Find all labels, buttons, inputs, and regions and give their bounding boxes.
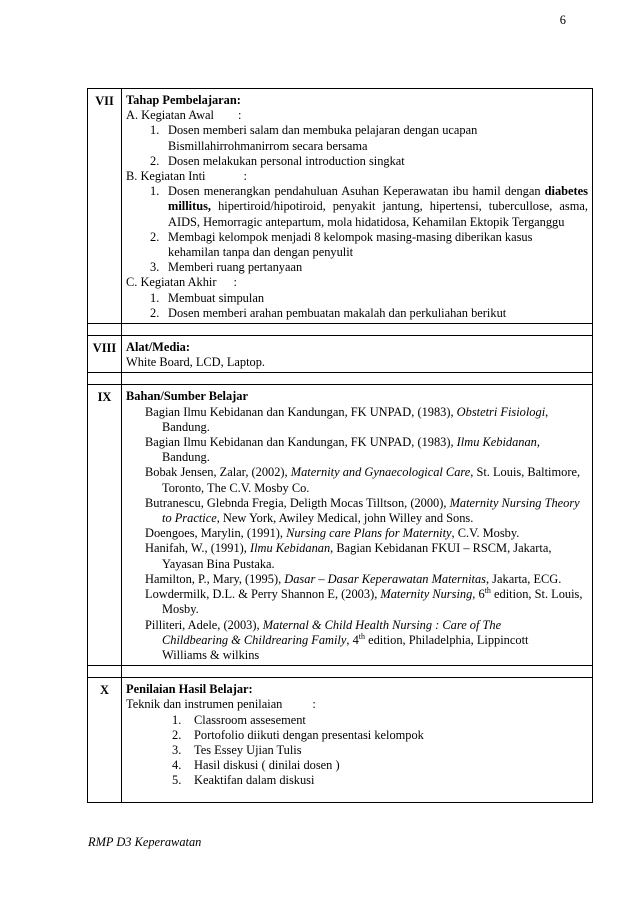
list-item: 2. Dosen memberi arahan pembuatan makalah dan perkuliahan berikut [150, 305, 507, 320]
list-item: 2. Portofolio diikuti dengan presentasi kelompok [172, 727, 424, 742]
list-item: 2. Dosen melakukan personal introduction singkat [150, 153, 405, 168]
reference-item: Hamilton, P., Mary, (1995), Dasar – Dasar Keperawatan Maternitas, Jakarta, ECG. [145, 571, 562, 586]
list-item: 3. Tes Essey Ujian Tulis [172, 742, 302, 757]
section-title: Alat/Media: [126, 340, 191, 355]
section-vii-row [88, 89, 593, 324]
reference-item: Doengoes, Marylin, (1991), Nursing care Plans for Maternity, C.V. Mosby. [145, 526, 520, 541]
section-viii-row [88, 336, 593, 373]
spacer-row [88, 666, 593, 678]
section-x-content [122, 678, 593, 803]
list-item: 1. Membuat simpulan [150, 290, 265, 305]
assessment-intro: Teknik dan instrumen penilaian : [126, 697, 316, 712]
list-item: 1. Classroom assesement [172, 712, 306, 727]
spacer-row [88, 373, 593, 385]
section-title: Tahap Pembelajaran: [126, 93, 241, 107]
list-item: 5. Keaktifan dalam diskusi [172, 773, 315, 788]
media-text: White Board, LCD, Laptop. [126, 355, 266, 370]
section-number: IX [88, 385, 122, 666]
section-viii-content [122, 336, 593, 373]
page-number: 6 [559, 13, 566, 27]
section-number: VIII [88, 336, 122, 373]
reference-item: Bobak Jensen, Zalar, (2002), Maternity and Gynaecological Care, St. Louis, Baltimore, Toronto, The C.V. Mosby Co. [145, 465, 581, 495]
reference-item: Hanifah, W., (1991), Ilmu Kebidanan, Bagian Kebidanan FKUI – RSCM, Jakarta, Yayasan Bina Pustaka. [145, 541, 552, 571]
kegiatan-awal-label: A. Kegiatan Awal : [126, 108, 242, 123]
kegiatan-akhir-label: C. Kegiatan Akhir : [126, 275, 237, 290]
spacer-row [88, 324, 593, 336]
list-item: 1. Dosen menerangkan pendahuluan Asuhan Keperawatan ibu hamil dengan diabetes millitus, hipertiroid/hipotiroid, penyakit jantung, hipertensi, tubercullose, asma, AIDS, Hemorragic antepartum, mola hidatidosa, Kehamilan Ektopik Terganggu [150, 184, 588, 229]
list-item: 3. Memberi ruang pertanyaan [150, 260, 303, 275]
section-x-row [88, 678, 593, 803]
section-number: VII [88, 89, 122, 324]
reference-item: Bagian Ilmu Kebidanan dan Kandungan, FK UNPAD, (1983), Ilmu Kebidanan, Bandung. [145, 435, 540, 465]
section-ix-row [88, 385, 593, 666]
kegiatan-inti-label: B. Kegiatan Inti : [126, 169, 247, 184]
reference-item: Lowdermilk, D.L. & Perry Shannon E, (2003), Maternity Nursing, 6th edition, St. Louis, Mosby. [145, 585, 583, 617]
footer: RMP D3 Keperawatan [88, 835, 202, 849]
list-item: 1. Dosen memberi salam dan membuka pelajaran dengan ucapan Bismillahirrohmanirrom secara bersama [150, 123, 478, 153]
reference-item: Pilliteri, Adele, (2003), Maternal & Child Health Nursing : Care of The Childbearing & Childrearing Family, 4th edition, Philadelphia, Lippincott Williams & wilkins [145, 617, 529, 662]
reference-item: Bagian Ilmu Kebidanan dan Kandungan, FK UNPAD, (1983), Obstetri Fisiologi, Bandung. [145, 404, 549, 434]
section-vii-content [122, 89, 593, 324]
section-title: Penilaian Hasil Belajar: [126, 682, 253, 697]
rmp-table [87, 88, 593, 803]
reference-item: Butranescu, Glebnda Fregia, Deligth Mocas Tilltson, (2000), Maternity Nursing Theory to Practice, New York, Awiley Medical, john Willey and Sons. [145, 495, 580, 526]
assessment-list [172, 713, 588, 789]
section-title: Bahan/Sumber Belajar [126, 389, 248, 404]
section-number: X [88, 678, 122, 803]
list-item: 4. Hasil diskusi ( dinilai dosen ) [172, 758, 340, 773]
section-ix-content [122, 385, 593, 666]
list-item: 2. Membagi kelompok menjadi 8 kelompok masing-masing diberikan kasus kehamilan tanpa dan dengan penyulit [150, 229, 533, 260]
